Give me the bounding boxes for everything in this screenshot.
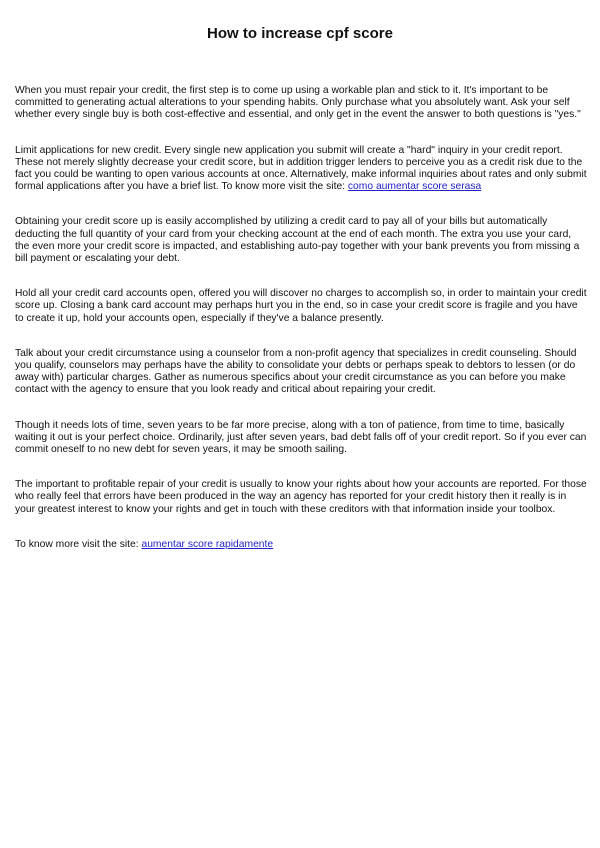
paragraph-8 (15, 539, 587, 551)
paragraph-4 (15, 288, 587, 325)
paragraph-2 (15, 145, 587, 194)
paragraph-text: Obtaining your credit score up is easily accomplished by utilizing a credit card to pay all of your bills but automatically deducting the full quantity of your card from your checking account at the end of each month. The extra you use your card, the even more your credit score is impacted, and establishing auto-pay together with your bank prevents you from missing a bill payment or escalating your debt. (15, 216, 580, 265)
paragraph-text: To know more visit the site: (15, 538, 142, 550)
paragraph-3 (15, 216, 587, 265)
paragraph-1 (15, 85, 587, 122)
paragraph-text: Though it needs lots of time, seven years to be far more precise, along with a ton of patience, from time to time, basically waiting it out is your perfect choice. Ordinarily, just after seven years, bad debt falls off of your credit report. So if you ever can commit oneself to no new debt for seven years, it may be smooth sailing. (15, 419, 587, 456)
paragraph-text: The important to profitable repair of your credit is usually to know your rights about how your accounts are reported. For those who really feel that errors have been produced in the way an agency has reported for your credit history then it really is in your greatest interest to know your rights and get in touch with these creditors with that information inside your toolbox. (15, 479, 587, 515)
paragraph-7 (15, 479, 587, 516)
paragraph-text: Talk about your credit circumstance using a counselor from a non-profit agency that specializes in credit counseling. Should you qualify, counselors may perhaps have the ability to consolidate your debts or perhaps speak to debtors to lessen (or do away with) particular charges. Gather as numerous specifics about your credit circumstance as you can before you make contact with the agency to ensure that you look ready and critical about repairing your credit. (15, 347, 577, 396)
page-title: How to increase cpf score (207, 25, 393, 42)
link-como-aumentar-score-serasa[interactable]: como aumentar score serasa (347, 181, 482, 193)
document-body (15, 85, 587, 574)
paragraph-5 (15, 348, 587, 397)
paragraph-text: When you must repair your credit, the first step is to come up using a workable plan and stick to it. It's important to be committed to generating actual alterations to your spending habits. Only purchase what you absolutely want. Ask your self whether every single buy is both cost-effective and essential, and only get in the event the answer to both questions is "yes." (15, 85, 581, 121)
paragraph-text: Limit applications for new credit. Every single new application you submit will create a "hard" inquiry in your credit report. These not merely slightly decrease your credit score, but in addition trigger lenders to perceive you as a credit risk due to the fact you could be wanting to open various accounts at once. Alternatively, make informal inquiries about rates and only submit formal applications after you have a brief list. To know more visit the site: (15, 144, 587, 193)
link-aumentar-score-rapidamente[interactable]: aumentar score rapidamente (141, 538, 274, 550)
paragraph-6 (15, 420, 587, 457)
paragraph-text: Hold all your credit card accounts open, offered you will discover no charges to accomplish so, in order to maintain your credit score up. Closing a bank card account may perhaps hurt you in the end, so in case your credit score is fragile and you have to create it up, hold your accounts open, especially if they've a balance presently. (15, 288, 587, 324)
